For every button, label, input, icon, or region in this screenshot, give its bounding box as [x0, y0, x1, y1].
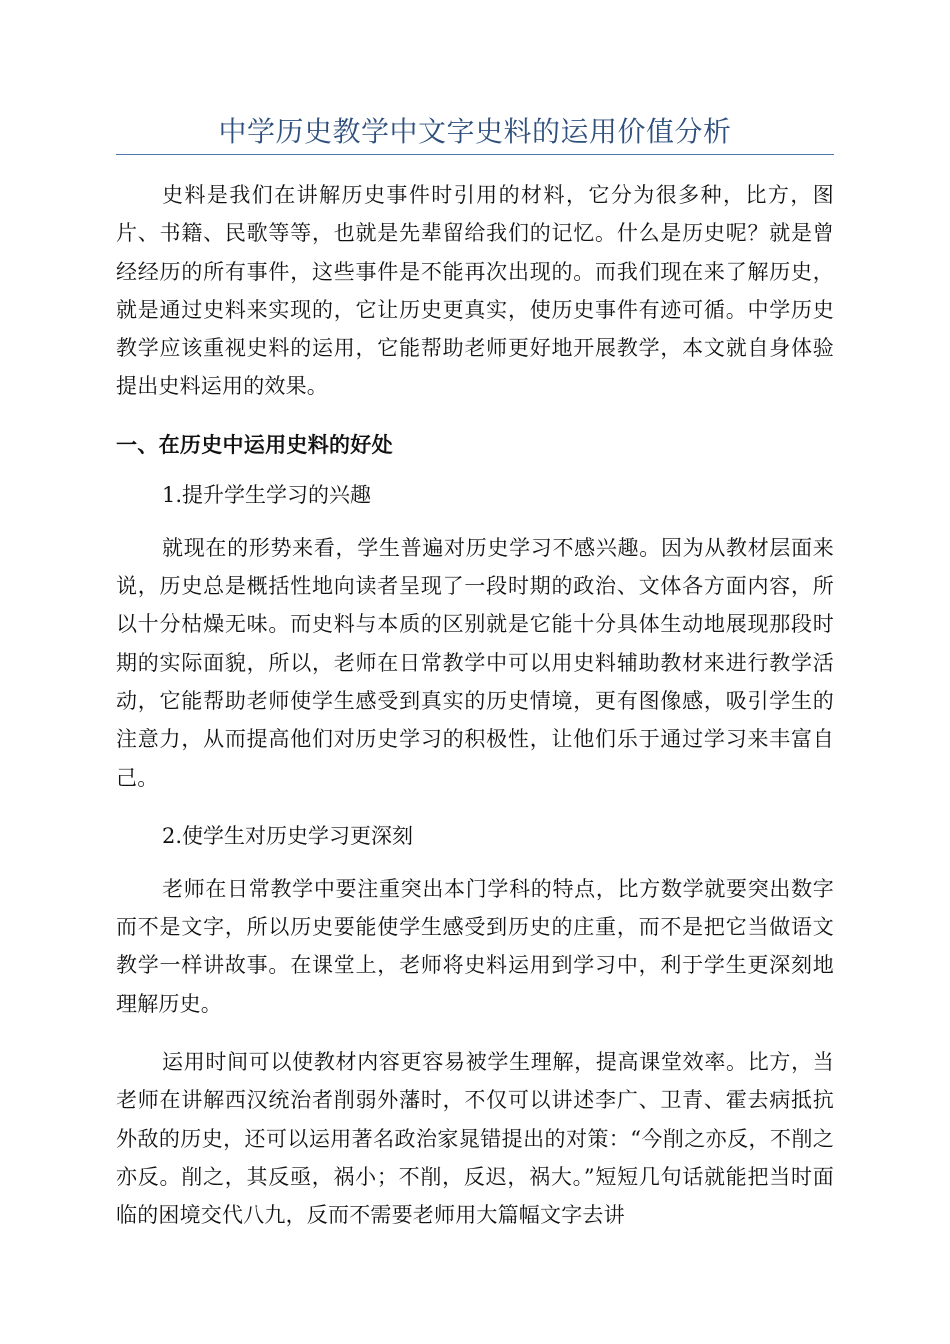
document-body: [116, 176, 834, 1255]
title-underline-divider: [116, 154, 834, 155]
subsection-heading-interest: 1.提升学生学习的兴趣: [162, 482, 372, 507]
example-paragraph: 运用时间可以使教材内容更容易被学生理解，提高课堂效率。比方，当老师在讲解西汉统治者削弱外藩时，不仅可以讲述李广、卫青、霍去病抵抗外敌的历史，还可以运用著名政治家晁错提出的对策：“今削之亦反，不削之亦反。削之，其反亟，祸小；不削，反迟，祸大。”短短几句话就能把当时面临的困境交代八九，反而不需要老师用大篇幅文字去讲: [116, 1050, 834, 1228]
depth-paragraph: 老师在日常教学中要注重突出本门学科的特点，比方数学就要突出数字而不是文字，所以历史要能使学生感受到历史的庄重，而不是把它当做语文教学一样讲故事。在课堂上，老师将史料运用到学习中，利于学生更深刻地理解历史。: [116, 876, 834, 1016]
document-title: 中学历史教学中文字史料的运用价值分析: [218, 115, 732, 148]
interest-paragraph: 就现在的形势来看，学生普遍对历史学习不感兴趣。因为从教材层面来说，历史总是概括性地向读者呈现了一段时期的政治、文体各方面内容，所以十分枯燥无味。而史料与本质的区别就是它能十分具体生动地展现那段时期的实际面貌，所以，老师在日常教学中可以用史料辅助教材来进行教学活动，它能帮助老师使学生感受到真实的历史情境，更有图像感，吸引学生的注意力，从而提高他们对历史学习的积极性，让他们乐于通过学习来丰富自己。: [116, 535, 834, 790]
subsection-heading-depth: 2.使学生对历史学习更深刻: [162, 823, 414, 848]
section-heading: 一、在历史中运用史料的好处: [116, 432, 393, 457]
intro-paragraph: 史料是我们在讲解历史事件时引用的材料，它分为很多种，比方，图片、书籍、民歌等等，也就是先辈留给我们的记忆。什么是历史呢？就是曾经经历的所有事件，这些事件是不能再次出现的。而我们现在来了解历史，就是通过史料来实现的，它让历史更真实，使历史事件有迹可循。中学历史教学应该重视史料的运用，它能帮助老师更好地开展教学，本文就自身体验提出史料运用的效果。: [116, 183, 834, 399]
